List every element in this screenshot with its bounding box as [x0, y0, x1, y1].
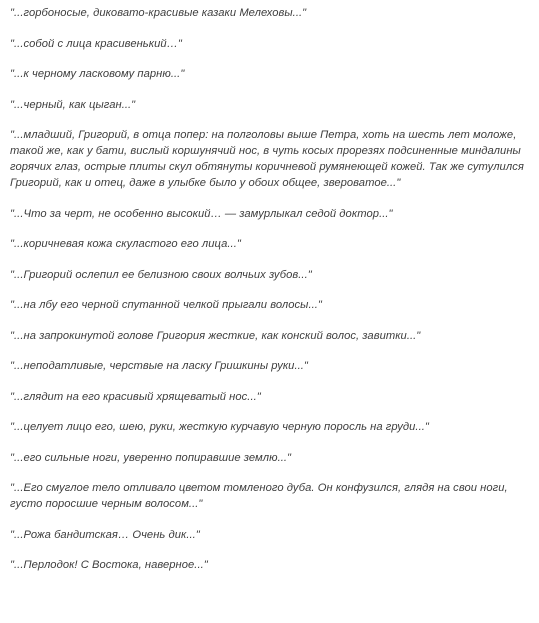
quote-17: "...Перлодок! С Востока, наверное...": [10, 559, 208, 571]
quote-12: "...глядит на его красивый хрящеватый нос...": [10, 390, 261, 403]
quote-6: "...Что за черт, не особенно высокий… — замурлыкал седой доктор...": [10, 207, 393, 220]
quote-13: "...целует лицо его, шею, руки, жесткую курчавую черную поросль на груди...": [10, 421, 429, 433]
quote-7: "...коричневая кожа скуластого его лица...": [10, 238, 241, 250]
quote-5: "...младший, Григорий, в отца попер: на полголовы выше Петра, хоть на шесть лет моложе, такой же, как у бати, вислый коршунячий нос, в чуть косых прорезях подсиненные миндалины горячих глаз, острые плиты скул обтянуты коричневой румянеющей кожей. Так же сутулился Григорий, как и отец, даже в улыбке было у обоих общее, звероватое...": [10, 129, 524, 189]
quote-8: "...Григорий ослепил ее белизною своих волчьих зубов...": [10, 268, 312, 281]
quote-10: "...на запрокинутой голове Григория жесткие, как конский волос, завитки...": [10, 329, 421, 342]
quote-3: "...к черному ласковому парню...": [10, 68, 185, 80]
quote-2: "...собой с лица красивенький…": [10, 37, 182, 50]
quote-1: "...горбоносые, диковато-красивые казаки Мелеховы...": [10, 7, 307, 19]
quote-9: "...на лбу его черной спутанной челкой прыгали волосы...": [10, 299, 322, 311]
quote-15: "...Его смуглое тело отливало цветом томленого дуба. Он конфузился, глядя на свои ноги, густо поросшие черным волосом...": [10, 482, 508, 510]
quote-4: "...черный, как цыган...": [10, 98, 136, 111]
quote-11: "...неподатливые, черствые на ласку Гришкины руки...": [10, 360, 308, 372]
quote-16: "...Рожа бандитская… Очень дик...": [10, 528, 200, 541]
quote-14: "...его сильные ноги, уверенно попиравшие землю...": [10, 451, 292, 464]
